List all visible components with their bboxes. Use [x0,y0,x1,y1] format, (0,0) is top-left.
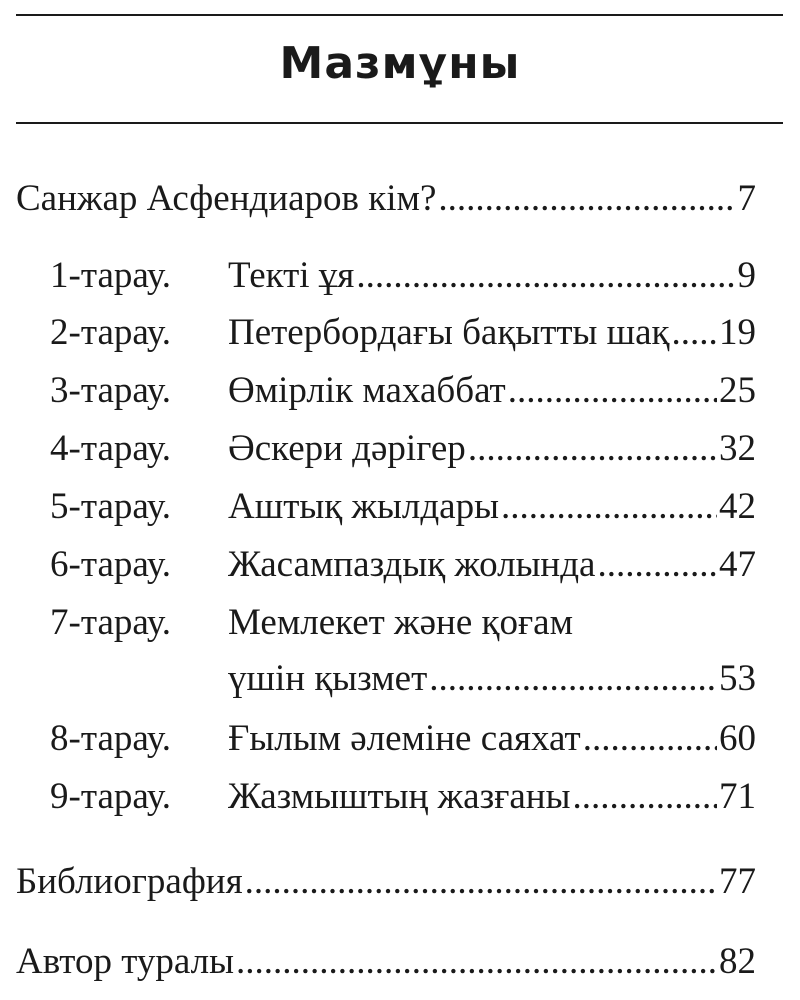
toc-entry-title: Автор туралы [16,941,234,982]
toc-entry-chapter-1[interactable] [50,257,756,294]
toc-entry-title: Текті ұя [228,255,355,296]
toc-page-number: 25 [719,370,756,411]
toc-entry-title: Санжар Асфендиаров кім? [16,178,437,219]
toc-entry-title: Мемлекет және қоғам [228,602,573,643]
toc-entry-title: үшін қызмет [228,658,428,699]
toc-entry-chapter-6[interactable] [50,546,756,583]
toc-entry-bibliography[interactable] [16,863,756,900]
chapter-label: 9-тарау. [50,776,171,817]
toc-entry-chapter-9[interactable] [50,778,756,815]
leader-dots [501,488,717,525]
leader-dots [438,180,735,217]
toc-page-number: 53 [719,658,756,699]
chapter-label: 7-тарау. [50,602,171,643]
chapter-label: 4-тарау. [50,428,171,469]
toc-entry-chapter-5[interactable] [50,488,756,525]
chapter-label: 1-тарау. [50,255,171,296]
toc-page-number: 82 [719,941,756,982]
toc-entry-chapter-7-line-1[interactable] [50,604,756,641]
toc-entry-title: Ғылым әлеміне саяхат [228,718,581,759]
toc-page-number: 71 [719,776,756,817]
toc-page-number: 19 [719,312,756,353]
title-rule [16,122,783,124]
toc-entry-about-author[interactable] [16,943,756,980]
toc-entry-chapter-3[interactable] [50,372,756,409]
leader-dots [429,660,717,697]
toc-entry-title: Әскери дәрігер [228,428,466,469]
toc-page-number: 7 [737,178,756,219]
chapter-label: 6-тарау. [50,544,171,585]
leader-dots [597,546,717,583]
leader-dots [583,720,717,757]
leader-dots [672,314,717,351]
toc-entry-title: Өмірлік махаббат [228,370,506,411]
toc-entry-title: Аштық жылдары [228,486,499,527]
toc-entry-title: Жасампаздық жолында [228,544,596,585]
chapter-label: 2-тарау. [50,312,171,353]
top-rule [16,14,783,16]
toc-entry-chapter-4[interactable] [50,430,756,467]
leader-dots [508,372,717,409]
toc-page-number: 9 [737,255,756,296]
leader-dots [468,430,717,467]
toc-entry-intro[interactable] [16,180,756,217]
toc-page-number: 42 [719,486,756,527]
toc-page-number: 47 [719,544,756,585]
toc-entry-title: Петербордағы бақытты шақ [228,312,670,353]
page-title: Мазмұны [279,38,521,89]
toc-page-number: 60 [719,718,756,759]
leader-dots [356,257,735,294]
toc-page-number: 77 [719,861,756,902]
chapter-label: 5-тарау. [50,486,171,527]
toc-entry-chapter-2[interactable] [50,314,756,351]
leader-dots [572,778,717,815]
toc-entry-chapter-8[interactable] [50,720,756,757]
leader-dots [245,863,717,900]
leader-dots [236,943,717,980]
chapter-label: 3-тарау. [50,370,171,411]
chapter-label: 8-тарау. [50,718,171,759]
toc-entry-title: Библиография [16,861,243,902]
toc-entry-title: Жазмыштың жазғаны [228,776,571,817]
toc-page-number: 32 [719,428,756,469]
toc-entry-chapter-7-line-2[interactable] [228,660,756,697]
